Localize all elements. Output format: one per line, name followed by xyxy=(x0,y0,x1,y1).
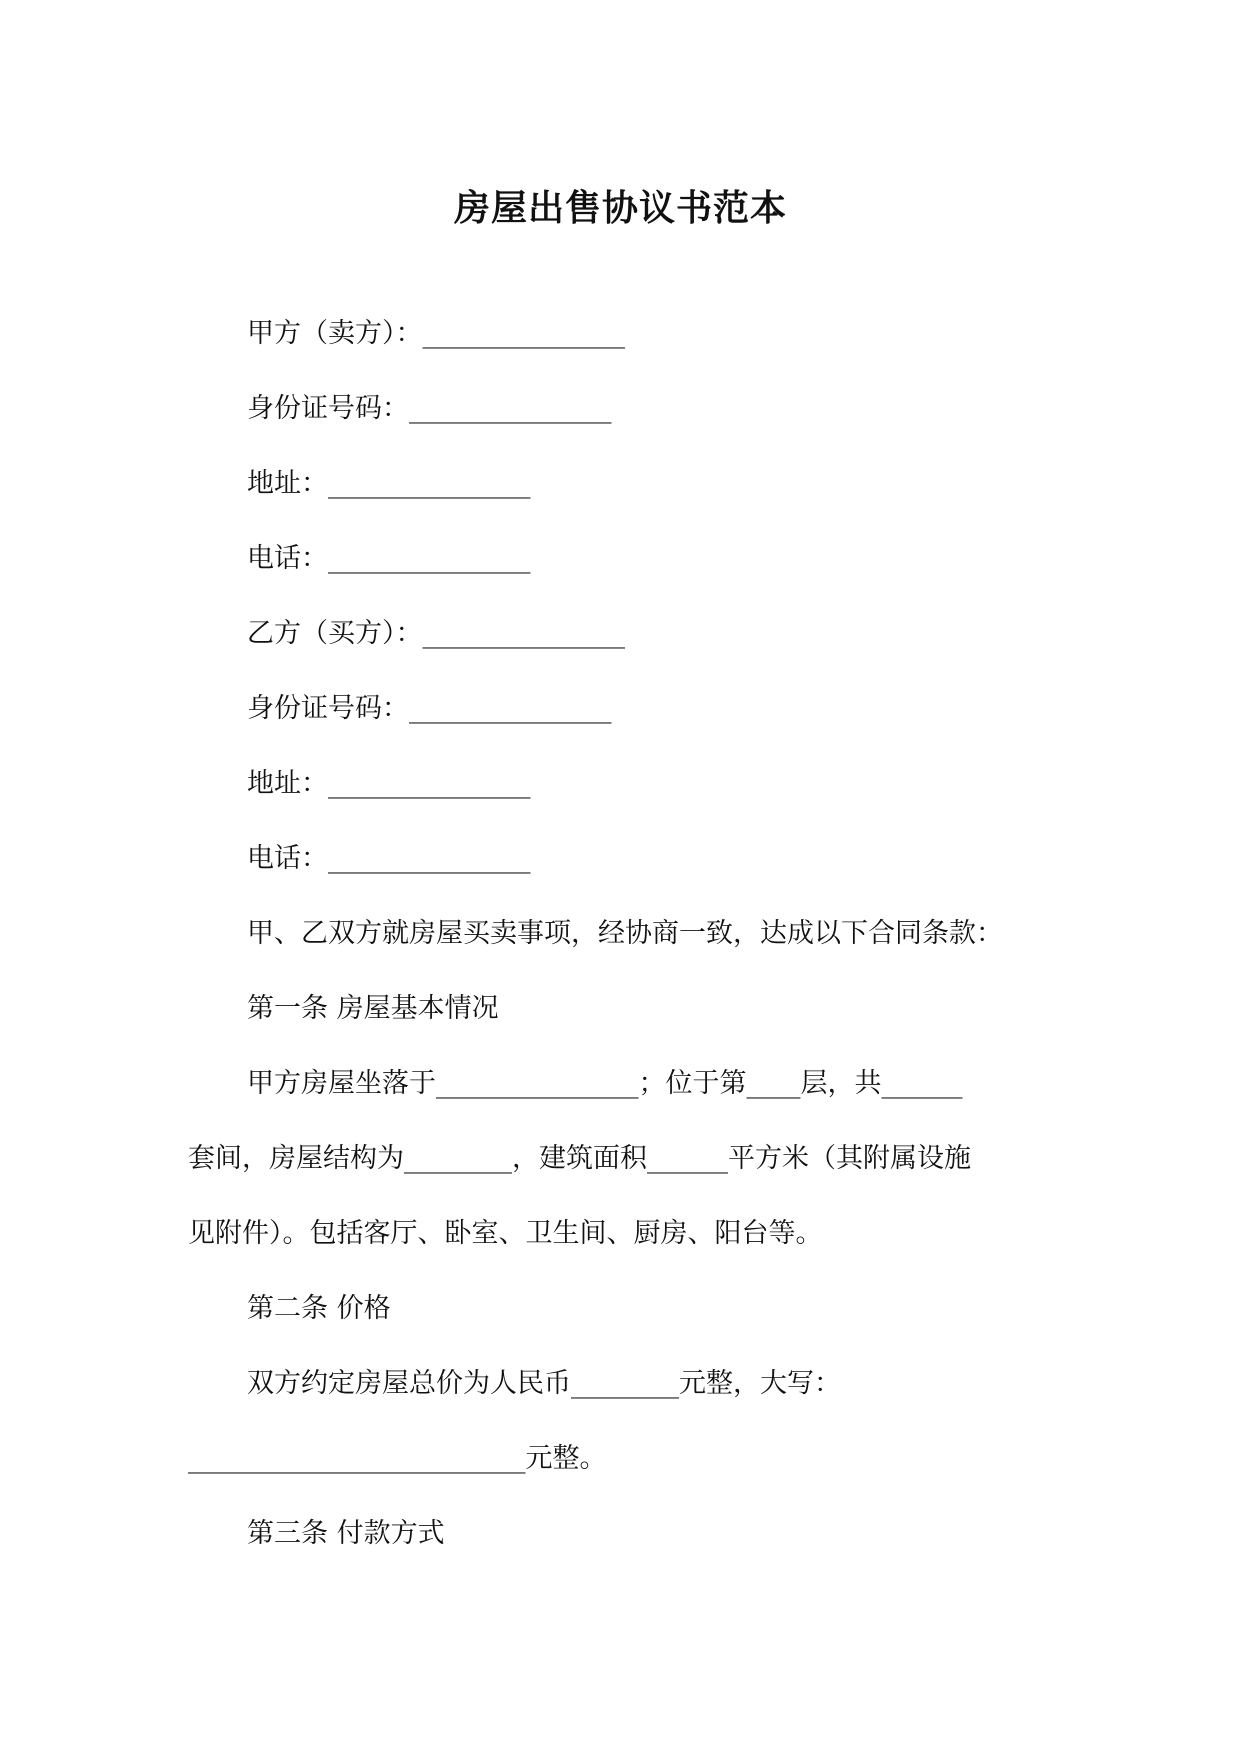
seller-address-line: 地址：_______________ xyxy=(247,468,531,499)
buyer-phone-line: 电话：_______________ xyxy=(247,843,531,874)
buyer-address-line: 地址：_______________ xyxy=(247,768,531,799)
seller-phone-line: 电话：_______________ xyxy=(247,543,531,574)
agreement-intro-paragraph: 甲、乙双方就房屋买卖事项，经协商一致，达成以下合同条款： xyxy=(247,918,1003,949)
article-one-text-line-2: 套间，房屋结构为________，建筑面积______平方米（其附属设施 xyxy=(188,1143,971,1174)
document-title: 房屋出售协议书范本 xyxy=(453,187,787,229)
article-three-heading: 第三条 付款方式 xyxy=(247,1518,445,1549)
article-two-text-line-1: 双方约定房屋总价为人民币________元整，大写： xyxy=(247,1368,841,1399)
article-one-text-line-1: 甲方房屋坐落于_______________；位于第____层，共______ xyxy=(247,1068,963,1099)
article-one-heading: 第一条 房屋基本情况 xyxy=(247,993,499,1024)
buyer-name-line: 乙方（买方）：_______________ xyxy=(247,618,625,649)
article-one-text-line-3: 见附件）。包括客厅、卧室、卫生间、厨房、阳台等。 xyxy=(188,1218,823,1249)
buyer-id-line: 身份证号码：_______________ xyxy=(247,693,612,724)
article-two-text-line-2: _________________________元整。 xyxy=(188,1443,607,1474)
article-two-heading: 第二条 价格 xyxy=(247,1293,391,1324)
seller-id-line: 身份证号码：_______________ xyxy=(247,393,612,424)
seller-name-line: 甲方（卖方）：_______________ xyxy=(247,318,625,349)
